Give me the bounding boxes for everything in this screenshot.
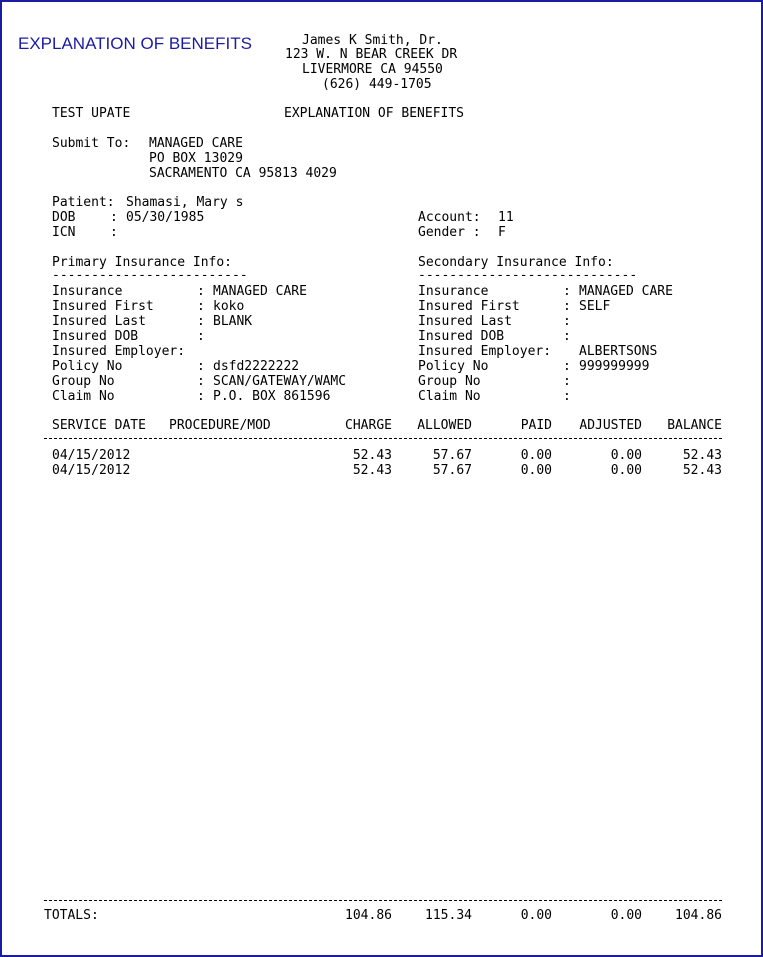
primary-heading: Primary Insurance Info: xyxy=(52,255,233,270)
dob-label: DOB xyxy=(52,210,76,225)
totals-balance: 104.86 xyxy=(675,908,722,923)
cell-service-date: 04/15/2012 xyxy=(52,463,131,478)
primary-row-value: SCAN/GATEWAY/WAMC xyxy=(213,374,347,389)
secondary-heading: Secondary Insurance Info: xyxy=(418,255,614,270)
primary-row-colon: : xyxy=(197,314,205,329)
cell-adjusted: 0.00 xyxy=(610,463,642,478)
report-label: TEST UPATE xyxy=(52,106,131,121)
dob-colon: : xyxy=(110,210,118,225)
icn-colon: : xyxy=(110,225,118,240)
cell-allowed: 57.67 xyxy=(432,463,472,478)
secondary-row-colon: : xyxy=(563,314,571,329)
patient-name: Shamasi, Mary s xyxy=(126,195,244,210)
document-title: EXPLANATION OF BENEFITS xyxy=(18,34,252,53)
gender-label: Gender : xyxy=(418,225,481,240)
cell-balance: 52.43 xyxy=(682,463,722,478)
secondary-row-value: SELF xyxy=(579,299,611,314)
secondary-underline: ---------------------------- xyxy=(418,268,638,283)
report-heading: EXPLANATION OF BENEFITS xyxy=(284,106,465,121)
account-label: Account: xyxy=(418,210,481,225)
secondary-row-value: 999999999 xyxy=(579,359,650,374)
secondary-row-colon: : xyxy=(563,284,571,299)
primary-row-label: Group No xyxy=(52,374,115,389)
primary-row-colon: : xyxy=(197,374,205,389)
col-charge: CHARGE xyxy=(345,418,392,433)
secondary-row-label: Insured First xyxy=(418,299,520,314)
cell-charge: 52.43 xyxy=(352,448,392,463)
gender-value: F xyxy=(498,225,506,240)
secondary-row-colon: : xyxy=(563,374,571,389)
primary-row-label: Insured DOB xyxy=(52,329,139,344)
primary-row-colon: : xyxy=(197,284,205,299)
icn-label: ICN xyxy=(52,225,76,240)
secondary-row-label: Insured Last xyxy=(418,314,512,329)
primary-underline: ------------------------- xyxy=(52,268,248,283)
totals-adjusted: 0.00 xyxy=(610,908,642,923)
secondary-row-value: MANAGED CARE xyxy=(579,284,673,299)
primary-row-label: Insured Last xyxy=(52,314,146,329)
cell-charge: 52.43 xyxy=(352,463,392,478)
submit-to-label: Submit To: xyxy=(52,136,131,151)
primary-row-value: MANAGED CARE xyxy=(213,284,307,299)
secondary-row-colon: : xyxy=(563,359,571,374)
cell-paid: 0.00 xyxy=(520,448,552,463)
provider-address: 123 W. N BEAR CREEK DR xyxy=(285,47,458,62)
secondary-row-label: Policy No xyxy=(418,359,489,374)
primary-row-label: Insured First xyxy=(52,299,154,314)
totals-label: TOTALS: xyxy=(44,908,99,923)
col-procedure: PROCEDURE/MOD xyxy=(169,418,271,433)
totals-paid: 0.00 xyxy=(520,908,552,923)
secondary-row-label: Claim No xyxy=(418,389,481,404)
col-adjusted: ADJUSTED xyxy=(579,418,642,433)
secondary-row-value: ALBERTSONS xyxy=(579,344,658,359)
cell-adjusted: 0.00 xyxy=(610,448,642,463)
secondary-row-colon: : xyxy=(563,329,571,344)
header-separator xyxy=(44,438,722,439)
primary-row-label: Claim No xyxy=(52,389,115,404)
col-balance: BALANCE xyxy=(667,418,722,433)
primary-row-value: BLANK xyxy=(213,314,253,329)
account-value: 11 xyxy=(498,210,514,225)
primary-row-colon: : xyxy=(197,389,205,404)
primary-row-label: Insurance xyxy=(52,284,123,299)
primary-row-label: Insured Employer: xyxy=(52,344,186,359)
col-paid: PAID xyxy=(520,418,552,433)
secondary-row-label: Insured Employer: xyxy=(418,344,552,359)
submit-to-line1: PO BOX 13029 xyxy=(149,151,243,166)
secondary-row-colon: : xyxy=(563,299,571,314)
dob-value: 05/30/1985 xyxy=(126,210,205,225)
primary-row-value: P.O. BOX 861596 xyxy=(213,389,331,404)
primary-row-colon: : xyxy=(197,359,205,374)
col-service-date: SERVICE DATE xyxy=(52,418,146,433)
secondary-row-label: Insured DOB xyxy=(418,329,505,344)
primary-row-label: Policy No xyxy=(52,359,123,374)
cell-paid: 0.00 xyxy=(520,463,552,478)
col-allowed: ALLOWED xyxy=(417,418,472,433)
provider-city: LIVERMORE CA 94550 xyxy=(302,62,443,77)
primary-row-value: koko xyxy=(213,299,245,314)
secondary-row-label: Group No xyxy=(418,374,481,389)
primary-row-value: dsfd2222222 xyxy=(213,359,300,374)
patient-label: Patient: xyxy=(52,195,115,210)
secondary-row-colon: : xyxy=(563,389,571,404)
totals-separator xyxy=(44,900,722,901)
cell-allowed: 57.67 xyxy=(432,448,472,463)
secondary-row-label: Insurance xyxy=(418,284,489,299)
cell-balance: 52.43 xyxy=(682,448,722,463)
provider-phone: (626) 449-1705 xyxy=(322,77,432,92)
cell-service-date: 04/15/2012 xyxy=(52,448,131,463)
submit-to-name: MANAGED CARE xyxy=(149,136,243,151)
provider-name: James K Smith, Dr. xyxy=(302,33,443,48)
submit-to-line2: SACRAMENTO CA 95813 4029 xyxy=(149,166,337,181)
primary-row-colon: : xyxy=(197,299,205,314)
totals-allowed: 115.34 xyxy=(425,908,472,923)
totals-charge: 104.86 xyxy=(345,908,392,923)
primary-row-colon: : xyxy=(197,329,205,344)
